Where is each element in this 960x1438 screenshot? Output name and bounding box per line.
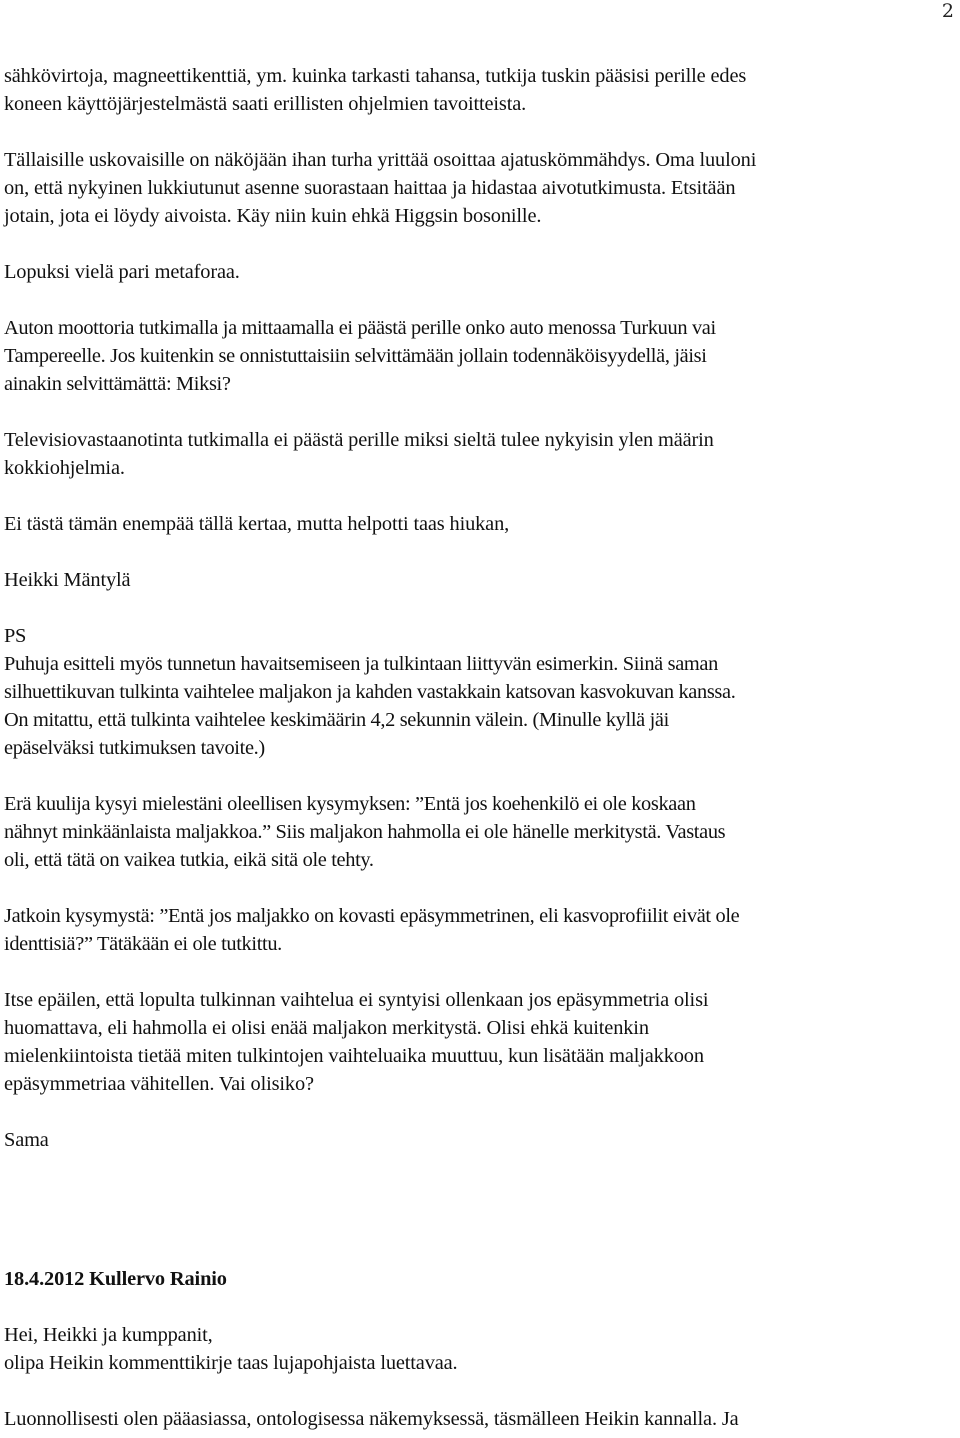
- text-line: On mitattu, että tulkinta vaihtelee keskimäärin 4,2 sekunnin välein. (Minulle kyllä jäi: [4, 709, 669, 731]
- text-line: ainakin selvittämättä: Miksi?: [4, 373, 231, 395]
- text-line: Tampereelle. Jos kuitenkin se onnistuttaisiin selvittämään jollain todennäköisyydellä, jäisi: [4, 345, 707, 367]
- paragraph-believers: [4, 146, 956, 230]
- text-line: kokkiohjelmia.: [4, 457, 125, 479]
- paragraph-greeting: [4, 1321, 956, 1377]
- text-line: Itse epäilen, että lopulta tulkinnan vaihtelua ei syntyisi ollenkaan jos epäsymmetria olisi: [4, 989, 709, 1011]
- text-line: mielenkiintoista tietää miten tulkintojen vaihteluaika muuttuu, kun lisätään maljakkoon: [4, 1045, 704, 1067]
- paragraph-car-metaphor: [4, 314, 956, 398]
- signature-sama: [4, 1126, 956, 1154]
- paragraph-listener-question: [4, 790, 956, 874]
- text-line: oli, että tätä on vaikea tutkia, eikä sitä ole tehty.: [4, 849, 374, 871]
- text-line: koneen käyttöjärjestelmästä saati erillisten ohjelmien tavoitteista.: [4, 93, 527, 115]
- text-line: on, että nykyinen lukkiutunut asenne suorastaan haittaa ja hidastaa aivotutkimusta. Etsitään: [4, 177, 736, 199]
- entry-date-author: 18.4.2012 Kullervo Rainio: [4, 1268, 227, 1290]
- text-line: Jatkoin kysymystä: ”Entä jos maljakko on kovasti epäsymmetrinen, eli kasvoprofiilit eivät ole: [4, 905, 740, 927]
- text-line: Tällaisille uskovaisille on näköjään ihan turha yrittää osoittaa ajatuskömmähdys. Oma luuloni: [4, 149, 757, 171]
- paragraph-metaphors-intro: [4, 258, 956, 286]
- text-line: Ei tästä tämän enempää tällä kertaa, mutta helpotti taas hiukan,: [4, 513, 510, 535]
- text-line: identtisiä?” Tätäkään ei ole tutkittu.: [4, 933, 282, 955]
- text-line: sähkövirtoja, magneettikenttiä, ym. kuinka tarkasti tahansa, tutkija tuskin pääsisi perille edes: [4, 65, 747, 87]
- paragraph-agreement: [4, 1405, 956, 1433]
- text-line: nähnyt minkäänlaista maljakkoa.” Siis maljakon hahmolla ei ole hänelle merkitystä. Vastaus: [4, 821, 726, 843]
- text-line: Auton moottoria tutkimalla ja mittaamalla ei päästä perille onko auto menossa Turkuun vai: [4, 317, 716, 339]
- text-line: Luonnollisesti olen pääasiassa, ontologisessa näkemyksessä, täsmälleen Heikin kannalla. Ja: [4, 1408, 739, 1430]
- text-line: Sama: [4, 1129, 49, 1151]
- paragraph-ps: [4, 622, 956, 762]
- text-line: Hei, Heikki ja kumppanit,: [4, 1324, 213, 1346]
- paragraph-follow-up-question: [4, 902, 956, 958]
- signature-heikki: [4, 566, 956, 594]
- text-line: jotain, jota ei löydy aivoista. Käy niin kuin ehkä Higgsin bosonille.: [4, 205, 542, 227]
- page-number: 2: [941, 0, 954, 22]
- text-line: Lopuksi vielä pari metaforaa.: [4, 261, 240, 283]
- text-line: epäsymmetriaa vähitellen. Vai olisiko?: [4, 1073, 314, 1095]
- document-body: [4, 62, 956, 1433]
- text-line: Heikki Mäntylä: [4, 569, 131, 591]
- paragraph-tv-metaphor: [4, 426, 956, 482]
- text-line: olipa Heikin kommenttikirje taas lujapohjaista luettavaa.: [4, 1352, 458, 1374]
- text-line: huomattava, eli hahmolla ei olisi enää maljakon merkitystä. Olisi ehkä kuitenkin: [4, 1017, 649, 1039]
- text-line: silhuettikuvan tulkinta vaihtelee maljakon ja kahden vastakkain katsovan kasvokuvan kanssa.: [4, 681, 736, 703]
- text-line: Puhuja esitteli myös tunnetun havaitsemiseen ja tulkintaan liittyvän esimerkin. Siinä saman: [4, 653, 718, 675]
- text-line: PS: [4, 625, 26, 647]
- paragraph-own-doubt: [4, 986, 956, 1098]
- entry-heading: [4, 1265, 956, 1293]
- text-line: Televisiovastaanotinta tutkimalla ei päästä perille miksi sieltä tulee nykyisin ylen määrin: [4, 429, 714, 451]
- paragraph-closing: [4, 510, 956, 538]
- text-line: Erä kuulija kysyi mielestäni oleellisen kysymyksen: ”Entä jos koehenkilö ei ole koskaan: [4, 793, 696, 815]
- text-line: epäselväksi tutkimuksen tavoite.): [4, 737, 265, 759]
- paragraph-intro: [4, 62, 956, 118]
